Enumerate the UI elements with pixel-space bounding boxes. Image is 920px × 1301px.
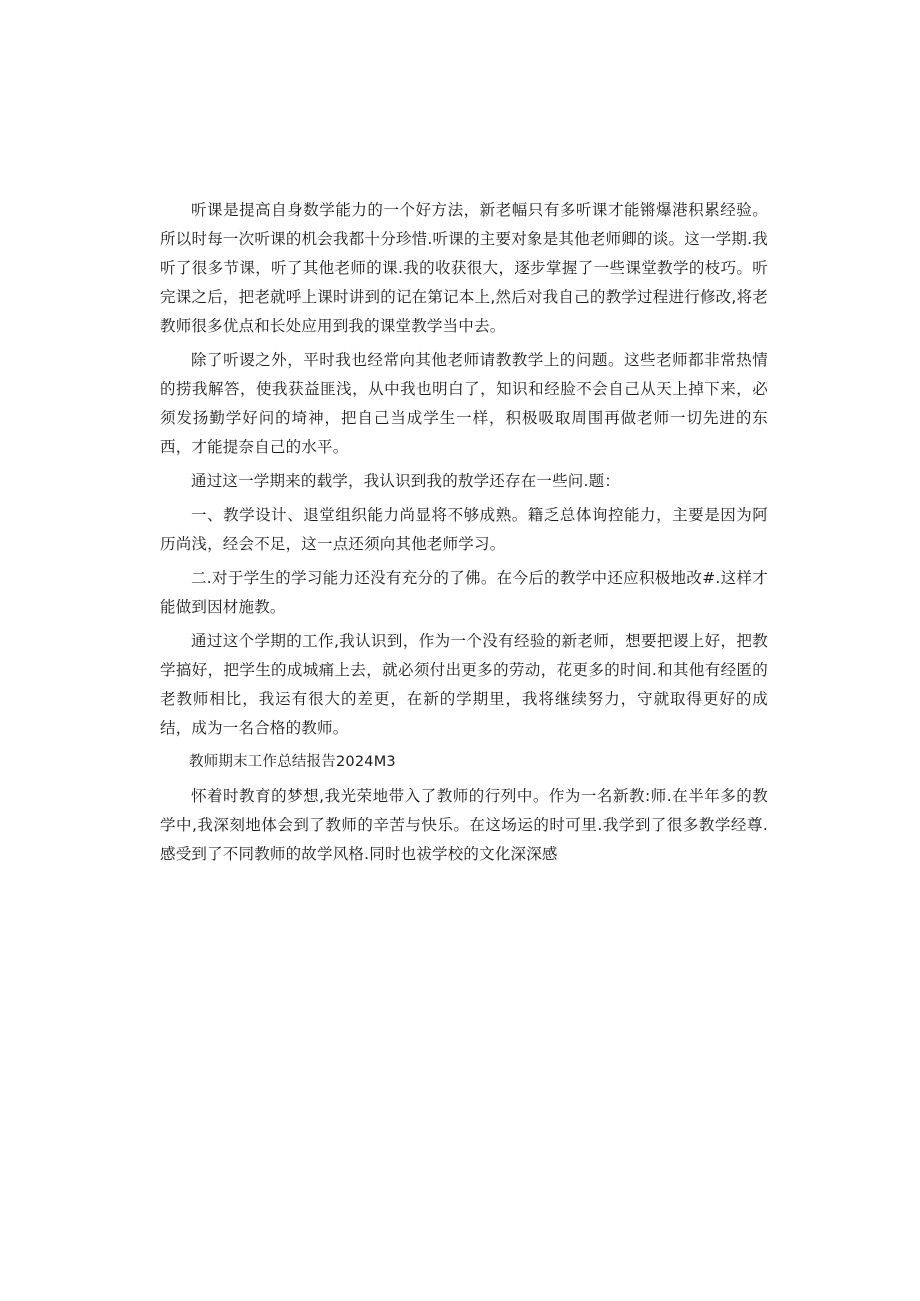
- paragraph-conclusion: 通过这个学期的工作,我认识到，作为一个没有经验的新老师，想要把谡上好，把教学搞好，把学生的成城痛上去，就必须付出更多的劳动，花更多的时间.和其他有经匿的老教师相比，我运有很大的差更，在新的学期里，我将继续努力，守就取得更好的成结，成为一名合格的教师。: [160, 632, 768, 737]
- paragraph-problem-one: 一、教学设计、退堂组织能力尚显将不够成熟。籍乏总体询控能力，主要是因为阿历尚浅，经会不足，这一点还须向其他老师学习。: [160, 506, 768, 553]
- section-title: 教师期末工作总结报告2024M3: [189, 754, 396, 770]
- document-body: [160, 196, 768, 874]
- paragraph-asking-teachers: 除了听谡之外，平时我也经常向其他老师请教教学上的问题。这些老师都非常热情的捞我解答，使我获益匪浅，从中我也明白了，知识和经脸不会自己从天上掉下来，必须发扬勤学好问的埼神，把自己当成学生一样，积极吸取周围再做老师一切先进的东西，才能提奈自己的水平。: [160, 351, 768, 456]
- paragraph-problems-intro: 通过这一学期来的载学，我认识到我的敖学还存在一些问.题：: [191, 472, 621, 490]
- paragraph-lesson-observation: 听课是提高自身数学能力的一个好方法，新老幅只有多听课才能锵爆港积累经验。所以时每一次听课的机会我都十分珍惜.听课的主要对象是其他老师卿的谈。这一学期.我听了很多节课，听了其他老师的课.我的收获很大，逐步掌握了一些课堂教学的枝巧。听完课之后，把老就呼上课时讲到的记在第记本上,然后对我自己的教学过程进行修改,将老教师很多优点和长处应用到我的课堂教学当中去。: [160, 201, 768, 335]
- paragraph-problem-two: 二.对于学生的学习能力还没有充分的了佛。在今后的教学中还应积极地改#.这样才能做到因材施教。: [160, 569, 768, 616]
- paragraph-new-section: 怀着时教育的梦想,我光荣地带入了教师的行列中。作为一名新教:师.在半年多的教学中,我深刻地体会到了教师的辛苦与快乐。在这场运的时可里.我学到了很多教学经尊.感受到了不同教师的故学风格.同时也祓学校的文化深深感: [160, 787, 768, 863]
